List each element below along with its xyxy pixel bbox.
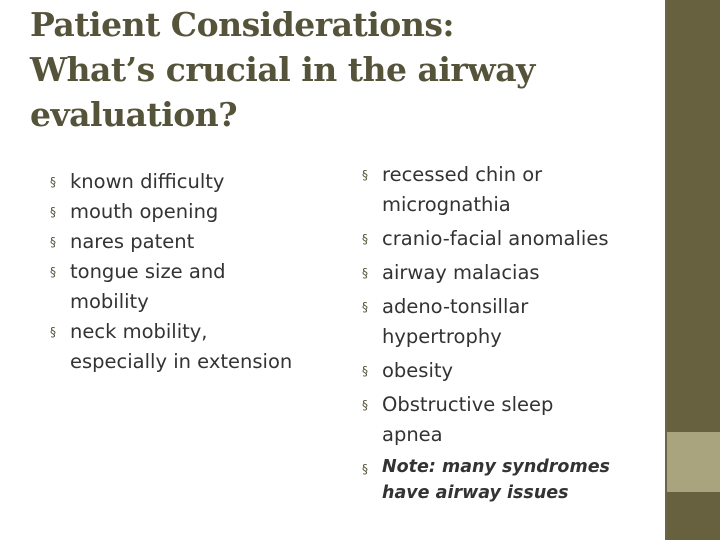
title-line-2: What’s crucial in the airway <box>30 50 535 89</box>
bullet-icon: § <box>50 175 56 189</box>
bullet-item <box>362 292 662 352</box>
bullet-item <box>362 356 662 386</box>
bullet-text: neck mobility, <box>70 320 208 343</box>
bullet-text: Obstructive sleep <box>382 393 554 416</box>
bullet-item <box>50 257 325 317</box>
bullet-item <box>362 224 662 254</box>
note-item <box>362 454 662 506</box>
left-bullet-column <box>50 167 325 377</box>
note-text: Note: many syndromes <box>382 457 610 477</box>
slide-title <box>30 2 650 137</box>
decorative-band-bottom <box>667 492 720 540</box>
bullet-icon: § <box>362 462 368 476</box>
bullet-text: known difficulty <box>70 170 225 193</box>
bullet-text: cranio-facial anomalies <box>382 227 609 250</box>
bullet-icon: § <box>50 205 56 219</box>
note-text-continued: have airway issues <box>382 483 569 503</box>
bullet-text: tongue size and <box>70 260 226 283</box>
bullet-icon: § <box>362 398 368 412</box>
right-bullet-column <box>362 160 662 510</box>
bullet-item <box>362 160 662 220</box>
bullet-item <box>362 258 662 288</box>
bullet-text: mouth opening <box>70 200 219 223</box>
bullet-item <box>362 390 662 450</box>
bullet-icon: § <box>50 265 56 279</box>
bullet-icon: § <box>362 364 368 378</box>
bullet-text-continued: hypertrophy <box>382 325 502 348</box>
bullet-icon: § <box>362 232 368 246</box>
bullet-item <box>50 227 325 257</box>
bullet-text: nares patent <box>70 230 195 253</box>
bullet-text-continued: especially in extension <box>70 350 293 373</box>
bullet-text: airway malacias <box>382 261 540 284</box>
decorative-band-accent <box>667 432 720 492</box>
bullet-icon: § <box>50 325 56 339</box>
title-line-1: Patient Considerations: <box>30 5 455 44</box>
bullet-text-continued: apnea <box>382 423 443 446</box>
bullet-text: obesity <box>382 359 454 382</box>
title-line-3: evaluation? <box>30 95 238 134</box>
bullet-icon: § <box>362 168 368 182</box>
bullet-icon: § <box>362 266 368 280</box>
bullet-text-continued: mobility <box>70 290 149 313</box>
bullet-text-continued: micrognathia <box>382 193 511 216</box>
bullet-icon: § <box>50 235 56 249</box>
bullet-text: recessed chin or <box>382 163 543 186</box>
bullet-item <box>50 197 325 227</box>
bullet-text: adeno-tonsillar <box>382 295 529 318</box>
decorative-band-top <box>667 0 720 432</box>
bullet-item <box>50 167 325 197</box>
bullet-icon: § <box>362 300 368 314</box>
bullet-item <box>50 317 325 377</box>
